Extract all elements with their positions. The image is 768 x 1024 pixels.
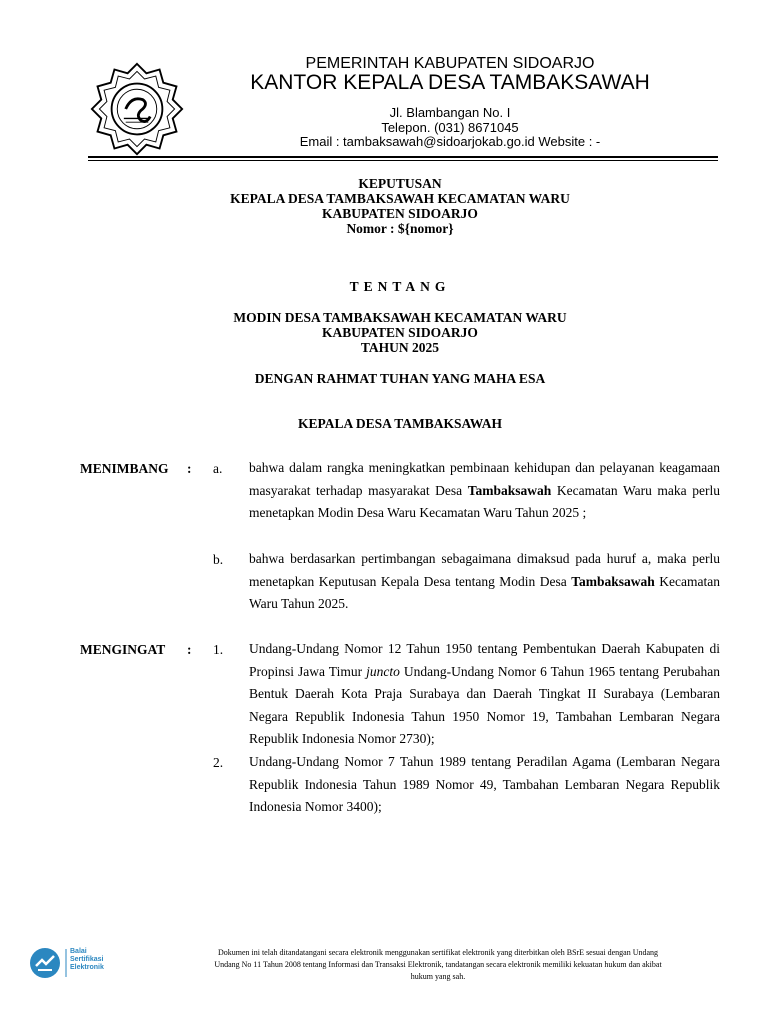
menimbang-b-marker: b. bbox=[213, 552, 224, 567]
mengingat-label: MENGINGAT bbox=[80, 642, 166, 657]
footer-line1: Dokumen ini telah ditandatangani secara elektronik menggunakan sertifikat elektronik yang diterbitkan oleh BSrE sesuai dengan Undang bbox=[217, 948, 659, 957]
menimbang-label: MENIMBANG bbox=[80, 461, 169, 476]
menimbang-a-text: bahwa dalam rangka meningkatkan pembinaan kehidupan dan pelayanan keagamaan masyarakat terhadap masyarakat Desa Tambaksawah Kecamatan Waru maka perlu menetapkan Modin Desa Waru Kecamatan Waru Tahun 2025 ; bbox=[249, 460, 720, 520]
mengingat-1-marker: 1. bbox=[213, 642, 224, 657]
letterhead-contact: Email : tambaksawah@sidoarjokab.go.id Website : - bbox=[299, 134, 601, 149]
decree-title: KEPUTUSAN bbox=[358, 176, 442, 191]
authority: KEPALA DESA TAMBAKSAWAH bbox=[297, 416, 503, 431]
menimbang-colon: : bbox=[187, 461, 192, 476]
letterhead bbox=[0, 0, 768, 165]
bsre-logo-text: Balai Sertifikasi Elektronik bbox=[70, 948, 104, 971]
decree-issuer-line1: KEPALA DESA TAMBAKSAWAH KECAMATAN WARU bbox=[230, 191, 570, 206]
letterhead-government: PEMERINTAH KABUPATEN SIDOARJO bbox=[305, 55, 595, 72]
menimbang-a-marker: a. bbox=[213, 461, 223, 476]
letterhead-divider-thick bbox=[88, 156, 718, 158]
letterhead-office: KANTOR KEPALA DESA TAMBAKSAWAH bbox=[250, 71, 650, 94]
footer-line3: hukum yang sah. bbox=[410, 972, 466, 981]
decree-number: Nomor : ${nomor} bbox=[346, 221, 454, 236]
about-label: TENTANG bbox=[349, 279, 451, 294]
mengingat-2-text: Undang-Undang Nomor 7 Tahun 1989 tentang Peradilan Agama (Lembaran Negara Republik Indonesia Tahun 1989 Nomor 49, Tambahan Lembaran Negara Republik Indonesia Nomor 3400); bbox=[249, 754, 720, 814]
mengingat-1-text: Undang-Undang Nomor 12 Tahun 1950 tentang Pembentukan Daerah Kabupaten di Propinsi Jawa Timur juncto Undang-Undang Nomor 6 Tahun 1965 tentang Perubahan Bentuk Daerah Kota Praja Surabaya dan Daerah Tingkat II Surabaya (Lembaran Negara Republik Indonesia Tahun 1950 Nomor 19, Tambahan Lembaran Negara Republik Indonesia Nomor 2730); bbox=[249, 641, 720, 746]
letterhead-address: Jl. Blambangan No. I bbox=[389, 105, 511, 120]
footer-line2: Undang No 11 Tahun 2008 tentang Informasi dan Transaksi Elektronik, tandatangan secara elektronik memiliki kekuatan hukum dan akibat bbox=[214, 960, 662, 969]
subject-line2: KABUPATEN SIDOARJO bbox=[322, 325, 478, 340]
menimbang-b-text: bahwa berdasarkan pertimbangan sebagaimana dimaksud pada huruf a, maka perlu menetapkan Keputusan Kepala Desa tentang Modin Desa Tambaksawah Kecamatan Waru Tahun 2025. bbox=[249, 551, 720, 611]
sidoarjo-regency-emblem-icon bbox=[90, 62, 184, 156]
letterhead-divider-thin bbox=[88, 160, 718, 161]
mengingat-colon: : bbox=[187, 642, 192, 657]
mengingat-2-marker: 2. bbox=[213, 755, 224, 770]
letterhead-phone: Telepon. (031) 8671045 bbox=[381, 120, 519, 135]
esign-footer bbox=[148, 947, 728, 983]
subject-line1: MODIN DESA TAMBAKSAWAH KECAMATAN WARU bbox=[233, 310, 567, 325]
invocation: DENGAN RAHMAT TUHAN YANG MAHA ESA bbox=[254, 371, 546, 386]
decree-issuer-line2: KABUPATEN SIDOARJO bbox=[322, 206, 478, 221]
subject-line3: TAHUN 2025 bbox=[360, 340, 440, 355]
